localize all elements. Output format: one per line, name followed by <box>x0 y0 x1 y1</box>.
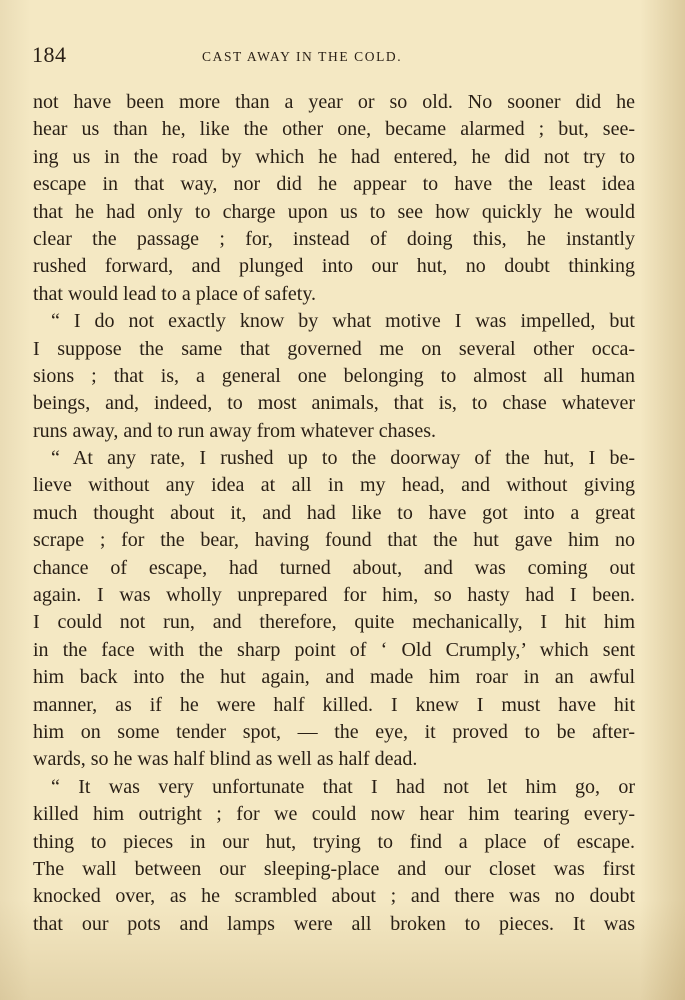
page-header <box>32 42 632 72</box>
text-line: in the face with the sharp point of ‘ Old Crumply,’ which sent <box>33 638 635 661</box>
text-line: not have been more than a year or so old. No sooner did he <box>33 91 635 113</box>
text-line: killed him outright ; for we could now hear him tearing every- <box>33 803 635 826</box>
text-line: knocked over, as he scrambled about ; and there was no doubt <box>33 885 635 908</box>
text-line: “ At any rate, I rushed up to the doorway of the hut, I be- <box>51 447 635 470</box>
text-line: I could not run, and therefore, quite mechanically, I hit him <box>33 611 635 634</box>
text-line: “ It was very unfortunate that I had not let him go, or <box>51 775 635 798</box>
text-line: chance of escape, had turned about, and was coming out <box>33 556 635 579</box>
text-line: lieve without any idea at all in my head, and without giving <box>33 474 635 497</box>
text-line: beings, and, indeed, to most animals, that is, to chase whatever <box>33 392 635 415</box>
text-line: scrape ; for the bear, having found that the hut gave him no <box>33 529 635 552</box>
text-line: escape in that way, nor did he appear to have the least idea <box>33 173 635 196</box>
text-line: I suppose the same that governed me on several other occa- <box>33 337 635 360</box>
text-line: thing to pieces in our hut, trying to find a place of escape. <box>33 830 635 853</box>
text-line: that our pots and lamps were all broken to pieces. It was <box>33 912 635 935</box>
text-line: rushed forward, and plunged into our hut, no doubt thinking <box>33 255 635 278</box>
text-line: The wall between our sleeping-place and our closet was first <box>33 857 635 880</box>
text-line: manner, as if he were half killed. I knew I must have hit <box>33 693 635 716</box>
text-line: hear us than he, like the other one, became alarmed ; but, see- <box>33 118 635 141</box>
text-line: that he had only to charge upon us to see how quickly he would <box>33 200 635 223</box>
text-line: sions ; that is, a general one belonging to almost all human <box>33 364 635 387</box>
text-line: wards, so he was half blind as well as half dead. <box>33 748 418 771</box>
text-line: runs away, and to run away from whatever chases. <box>33 419 436 442</box>
text-line: again. I was wholly unprepared for him, so hasty had I been. <box>33 584 635 607</box>
text-line: that would lead to a place of safety. <box>33 282 317 305</box>
text-line: much thought about it, and had like to have got into a great <box>33 501 635 524</box>
running-head: CAST AWAY IN THE COLD. <box>202 49 403 64</box>
text-line: “ I do not exactly know by what motive I was impelled, but <box>51 310 635 333</box>
body-text <box>33 89 635 938</box>
text-line: him back into the hut again, and made him roar in an awful <box>33 666 635 689</box>
text-line: ing us in the road by which he had entered, he did not try to <box>33 145 635 168</box>
text-line: him on some tender spot, — the eye, it proved to be after- <box>33 720 635 743</box>
page-number: 184 <box>32 42 67 67</box>
text-line: clear the passage ; for, instead of doing this, he instantly <box>33 227 635 250</box>
